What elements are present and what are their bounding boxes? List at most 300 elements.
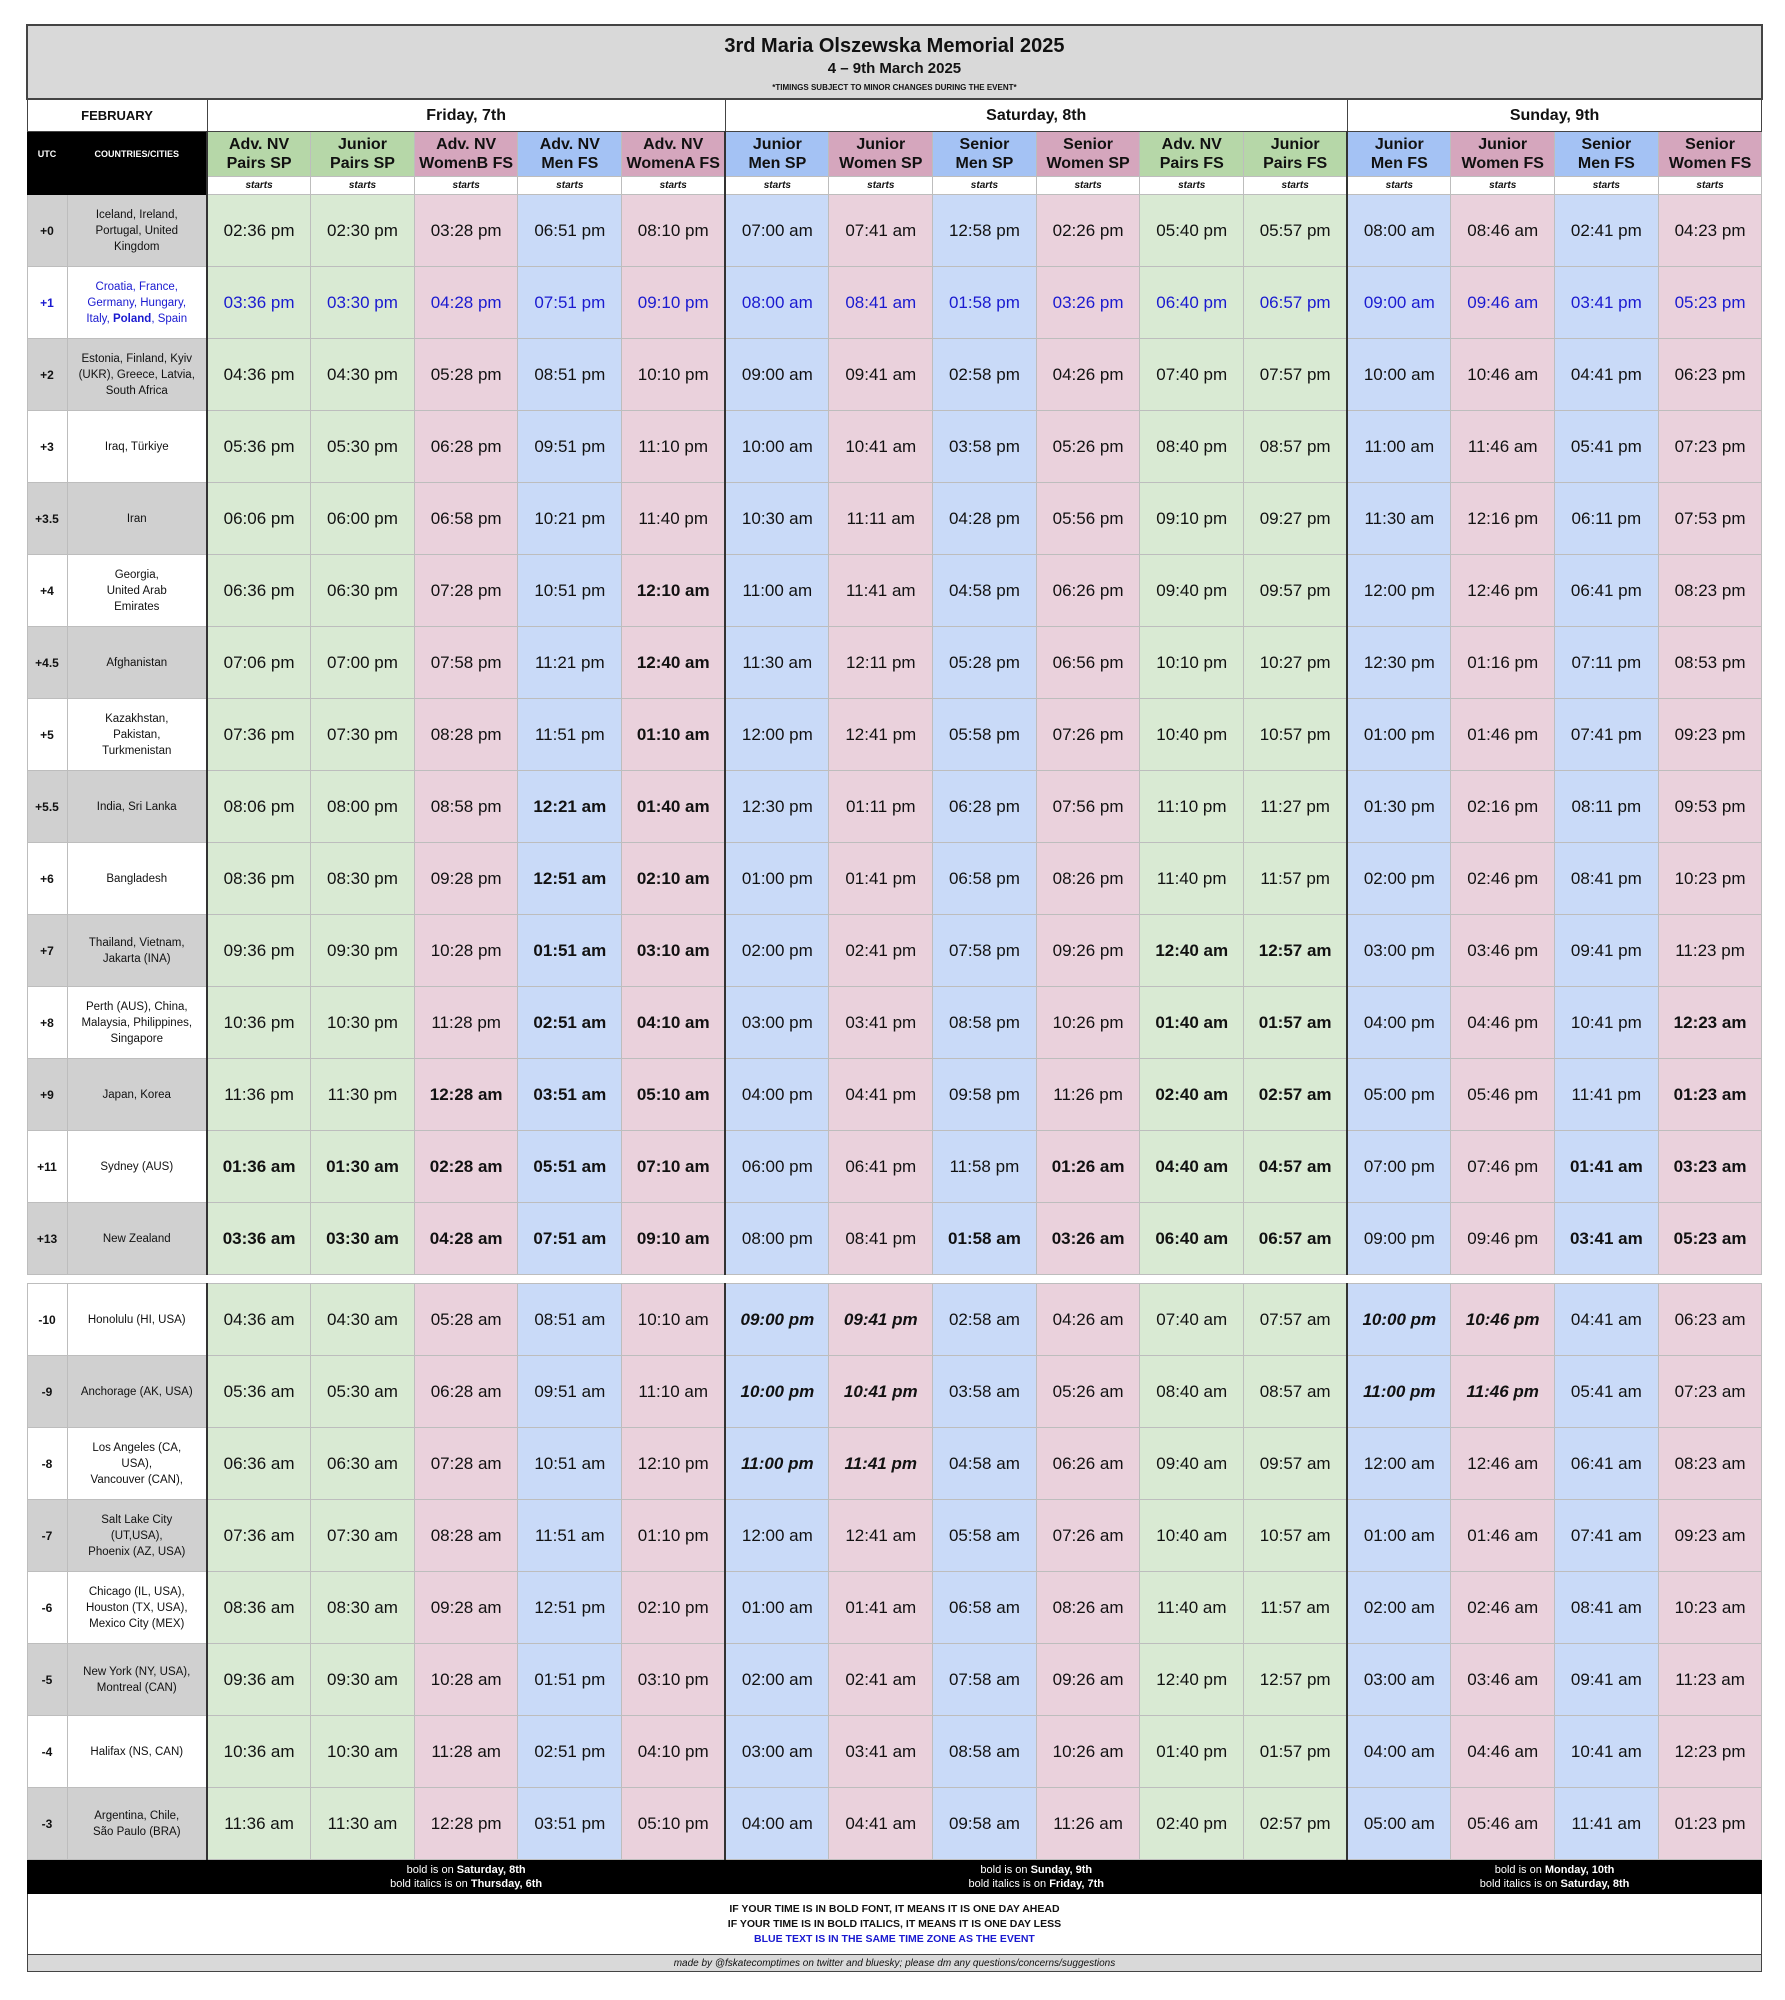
start-time: 01:00 am <box>725 1572 829 1644</box>
city-line: Croatia, France, <box>95 280 178 293</box>
start-time: 11:00 pm <box>1347 1356 1451 1428</box>
utc-offset: +3.5 <box>27 483 67 555</box>
start-time: 07:58 am <box>933 1644 1037 1716</box>
bold-day: Sunday, 9th <box>1030 1863 1093 1876</box>
page-title: 3rd Maria Olszewska Memorial 2025 <box>724 34 1065 57</box>
start-time: 07:00 pm <box>1347 1131 1451 1203</box>
event-line: Men FS <box>541 155 599 172</box>
city-line: Honolulu (HI, USA) <box>87 1313 186 1326</box>
italic-legend: bold italics is on Saturday, 8th <box>1479 1877 1630 1890</box>
bold-legend: bold is on Monday, 10th <box>1494 1863 1615 1876</box>
countries-cities <box>67 771 207 843</box>
utc-offset: +11 <box>27 1131 67 1203</box>
start-time: 05:10 pm <box>622 1788 726 1860</box>
start-time: 06:51 pm <box>518 195 622 267</box>
starts-label: starts <box>622 177 726 195</box>
city-line: (UKR), Greece, Latvia, <box>78 368 195 381</box>
timezone-row <box>27 1203 1762 1275</box>
timezone-row <box>27 1131 1762 1203</box>
start-time: 07:28 pm <box>414 555 518 627</box>
event-header <box>1036 132 1140 177</box>
start-time: 01:51 am <box>518 915 622 987</box>
start-time: 01:46 pm <box>1451 699 1555 771</box>
start-time: 11:57 pm <box>1244 843 1348 915</box>
start-time: 12:00 am <box>725 1500 829 1572</box>
start-time: 01:41 am <box>829 1572 933 1644</box>
countries-cities <box>67 627 207 699</box>
start-time: 10:10 am <box>622 1284 726 1356</box>
start-time: 08:57 pm <box>1244 411 1348 483</box>
start-time: 06:28 pm <box>414 411 518 483</box>
start-time: 08:28 pm <box>414 699 518 771</box>
start-time: 01:46 am <box>1451 1500 1555 1572</box>
starts-label: starts <box>207 177 311 195</box>
countries-cities <box>67 195 207 267</box>
start-time: 05:30 am <box>311 1356 415 1428</box>
start-time: 06:40 pm <box>1140 267 1244 339</box>
city-line: USA), <box>121 1457 153 1470</box>
start-time: 03:00 pm <box>1347 915 1451 987</box>
start-time: 10:57 am <box>1244 1500 1348 1572</box>
start-time: 11:26 pm <box>1036 1059 1140 1131</box>
start-time: 07:30 am <box>311 1500 415 1572</box>
start-time: 07:41 am <box>829 195 933 267</box>
note-blue: BLUE TEXT IS IN THE SAME TIME ZONE AS THE EVENT <box>754 1932 1035 1945</box>
start-time: 09:23 pm <box>1658 699 1762 771</box>
start-time: 02:40 pm <box>1140 1788 1244 1860</box>
event-header <box>1347 132 1451 177</box>
start-time: 06:30 pm <box>311 555 415 627</box>
day-header-row <box>27 99 1762 132</box>
utc-offset: +8 <box>27 987 67 1059</box>
start-time: 11:41 am <box>1555 1788 1659 1860</box>
start-time: 11:27 pm <box>1244 771 1348 843</box>
start-time: 06:30 am <box>311 1428 415 1500</box>
countries-cities <box>67 1428 207 1500</box>
start-time: 12:00 am <box>1347 1428 1451 1500</box>
start-time: 05:36 pm <box>207 411 311 483</box>
utc-offset: +4 <box>27 555 67 627</box>
start-time: 03:36 pm <box>207 267 311 339</box>
utc-offset: -10 <box>27 1284 67 1356</box>
start-time: 02:51 pm <box>518 1716 622 1788</box>
start-time: 08:10 pm <box>622 195 726 267</box>
utc-offset: -7 <box>27 1500 67 1572</box>
event-header <box>1555 132 1659 177</box>
start-time: 08:40 pm <box>1140 411 1244 483</box>
timezone-table <box>26 24 1763 1972</box>
start-time: 08:58 pm <box>414 771 518 843</box>
city-line: Georgia, <box>114 568 159 581</box>
start-time: 11:28 pm <box>414 987 518 1059</box>
italic-day: Saturday, 8th <box>1560 1877 1630 1890</box>
start-time: 01:10 pm <box>622 1500 726 1572</box>
start-time: 02:10 pm <box>622 1572 726 1644</box>
start-time: 11:40 pm <box>1140 843 1244 915</box>
day-header: Sunday, 9th <box>1347 99 1762 132</box>
start-time: 04:00 pm <box>1347 987 1451 1059</box>
event-line: Pairs SP <box>330 155 395 172</box>
start-time: 02:16 pm <box>1451 771 1555 843</box>
start-time: 02:36 pm <box>207 195 311 267</box>
start-time: 05:00 pm <box>1347 1059 1451 1131</box>
start-time: 05:40 pm <box>1140 195 1244 267</box>
start-time: 11:30 pm <box>311 1059 415 1131</box>
start-time: 01:36 am <box>207 1131 311 1203</box>
start-time: 07:00 pm <box>311 627 415 699</box>
start-time: 01:26 am <box>1036 1131 1140 1203</box>
start-time: 02:00 am <box>1347 1572 1451 1644</box>
gap-cell <box>27 1275 1762 1284</box>
start-time: 10:40 am <box>1140 1500 1244 1572</box>
start-time: 02:00 pm <box>1347 843 1451 915</box>
start-time: 06:36 am <box>207 1428 311 1500</box>
start-time: 03:51 pm <box>518 1788 622 1860</box>
city-line: Thailand, Vietnam, <box>88 936 185 949</box>
start-time: 10:57 pm <box>1244 699 1348 771</box>
start-time: 07:46 pm <box>1451 1131 1555 1203</box>
city-line: Germany, Hungary, <box>87 296 187 309</box>
city-line: New York (NY, USA), <box>83 1665 191 1678</box>
start-time: 04:28 pm <box>414 267 518 339</box>
start-time: 02:10 am <box>622 843 726 915</box>
start-time: 01:57 am <box>1244 987 1348 1059</box>
start-time: 06:41 am <box>1555 1428 1659 1500</box>
start-time: 12:16 pm <box>1451 483 1555 555</box>
city-line: South Africa <box>105 384 168 397</box>
timezone-row <box>27 1284 1762 1356</box>
city-line: Chicago (IL, USA), <box>88 1585 185 1598</box>
event-line: Junior <box>338 136 387 153</box>
start-time: 11:36 pm <box>207 1059 311 1131</box>
utc-offset: -4 <box>27 1716 67 1788</box>
start-time: 11:46 am <box>1451 411 1555 483</box>
start-time: 12:51 am <box>518 843 622 915</box>
start-time: 08:30 pm <box>311 843 415 915</box>
italic-legend: bold italics is on Thursday, 6th <box>390 1877 543 1890</box>
start-time: 06:57 am <box>1244 1203 1348 1275</box>
start-time: 05:23 am <box>1658 1203 1762 1275</box>
start-time: 08:53 pm <box>1658 627 1762 699</box>
utc-offset: +3 <box>27 411 67 483</box>
timezone-row <box>27 411 1762 483</box>
utc-offset: +13 <box>27 1203 67 1275</box>
start-time: 10:40 pm <box>1140 699 1244 771</box>
start-time: 03:58 am <box>933 1356 1037 1428</box>
timezone-row <box>27 267 1762 339</box>
day-legend <box>725 1860 1347 1894</box>
start-time: 03:26 am <box>1036 1203 1140 1275</box>
start-time: 12:30 pm <box>1347 627 1451 699</box>
utc-header: UTC <box>27 132 67 177</box>
start-time: 09:26 pm <box>1036 915 1140 987</box>
countries-cities <box>67 843 207 915</box>
start-time: 11:51 am <box>518 1500 622 1572</box>
start-time: 11:36 am <box>207 1788 311 1860</box>
countries-cities <box>67 339 207 411</box>
start-time: 12:21 am <box>518 771 622 843</box>
city-line: Perth (AUS), China, <box>85 1000 188 1013</box>
start-time: 09:10 pm <box>1140 483 1244 555</box>
city-line: Houston (TX, USA), <box>85 1601 188 1614</box>
title-banner <box>27 25 1762 99</box>
city-line: Iceland, Ireland, <box>95 208 178 221</box>
start-time: 07:10 am <box>622 1131 726 1203</box>
start-time: 10:46 am <box>1451 339 1555 411</box>
start-time: 12:57 am <box>1244 915 1348 987</box>
start-time: 10:26 pm <box>1036 987 1140 1059</box>
timezone-row <box>27 483 1762 555</box>
start-time: 08:23 am <box>1658 1428 1762 1500</box>
start-time: 01:30 am <box>311 1131 415 1203</box>
starts-label: starts <box>311 177 415 195</box>
start-time: 01:30 pm <box>1347 771 1451 843</box>
event-header <box>1244 132 1348 177</box>
notes <box>27 1894 1762 1955</box>
start-time: 08:26 am <box>1036 1572 1140 1644</box>
start-time: 12:57 pm <box>1244 1644 1348 1716</box>
start-time: 12:46 am <box>1451 1428 1555 1500</box>
start-time: 11:11 am <box>829 483 933 555</box>
start-time: 05:26 am <box>1036 1356 1140 1428</box>
start-time: 12:23 am <box>1658 987 1762 1059</box>
start-time: 08:11 pm <box>1555 771 1659 843</box>
start-time: 12:46 pm <box>1451 555 1555 627</box>
start-time: 04:30 pm <box>311 339 415 411</box>
start-time: 07:23 pm <box>1658 411 1762 483</box>
start-time: 01:00 pm <box>1347 699 1451 771</box>
city-line: Phoenix (AZ, USA) <box>88 1545 186 1558</box>
start-time: 11:40 pm <box>622 483 726 555</box>
start-time: 08:46 am <box>1451 195 1555 267</box>
timing-notice: *TIMINGS SUBJECT TO MINOR CHANGES DURING THE EVENT* <box>772 82 1017 92</box>
city-line: Montreal (CAN) <box>96 1681 177 1694</box>
event-header <box>725 132 829 177</box>
start-time: 09:46 am <box>1451 267 1555 339</box>
city-line: Jakarta (INA) <box>102 952 171 965</box>
start-time: 07:57 pm <box>1244 339 1348 411</box>
start-time: 10:30 am <box>725 483 829 555</box>
timezone-row <box>27 1500 1762 1572</box>
start-time: 02:51 am <box>518 987 622 1059</box>
utc-offset: +0 <box>27 195 67 267</box>
start-time: 11:30 am <box>1347 483 1451 555</box>
start-time: 01:16 pm <box>1451 627 1555 699</box>
start-time: 09:00 pm <box>1347 1203 1451 1275</box>
city-line: Halifax (NS, CAN) <box>90 1745 184 1758</box>
city-line: United Arab <box>106 584 167 597</box>
bold-day: Monday, 10th <box>1544 1863 1615 1876</box>
start-time: 05:36 am <box>207 1356 311 1428</box>
start-time: 02:46 am <box>1451 1572 1555 1644</box>
timezone-row <box>27 699 1762 771</box>
countries-cities <box>67 1716 207 1788</box>
start-time: 01:57 pm <box>1244 1716 1348 1788</box>
start-time: 08:30 am <box>311 1572 415 1644</box>
start-time: 11:30 am <box>311 1788 415 1860</box>
start-time: 09:41 am <box>829 339 933 411</box>
start-time: 02:30 pm <box>311 195 415 267</box>
start-time: 02:28 am <box>414 1131 518 1203</box>
city-line: Bangladesh <box>106 872 168 885</box>
start-time: 02:40 am <box>1140 1059 1244 1131</box>
start-time: 11:10 pm <box>1140 771 1244 843</box>
start-time: 11:58 pm <box>933 1131 1037 1203</box>
start-time: 07:36 pm <box>207 699 311 771</box>
start-time: 04:46 am <box>1451 1716 1555 1788</box>
countries-cities <box>67 1644 207 1716</box>
start-time: 05:10 am <box>622 1059 726 1131</box>
start-time: 06:58 pm <box>933 843 1037 915</box>
start-time: 04:00 am <box>725 1788 829 1860</box>
event-line: Pairs SP <box>226 155 292 172</box>
event-line: Women FS <box>1461 155 1544 172</box>
event-line: Junior <box>1270 136 1320 153</box>
start-time: 09:41 pm <box>829 1284 933 1356</box>
event-header <box>1140 132 1244 177</box>
start-time: 08:26 pm <box>1036 843 1140 915</box>
start-time: 09:36 pm <box>207 915 311 987</box>
city-line: Malaysia, Philippines, <box>81 1016 193 1029</box>
start-time: 03:00 am <box>1347 1644 1451 1716</box>
start-time: 04:28 am <box>414 1203 518 1275</box>
utc-offset: -5 <box>27 1644 67 1716</box>
start-time: 12:28 pm <box>414 1788 518 1860</box>
start-time: 09:57 am <box>1244 1428 1348 1500</box>
countries-cities <box>67 267 207 339</box>
start-time: 08:00 pm <box>311 771 415 843</box>
start-time: 04:28 pm <box>933 483 1037 555</box>
start-time: 06:00 pm <box>311 483 415 555</box>
event-header <box>622 132 726 177</box>
start-time: 03:58 pm <box>933 411 1037 483</box>
start-time: 03:46 am <box>1451 1644 1555 1716</box>
start-time: 04:26 pm <box>1036 339 1140 411</box>
utc-offset: +4.5 <box>27 627 67 699</box>
start-time: 08:00 am <box>1347 195 1451 267</box>
start-time: 09:40 pm <box>1140 555 1244 627</box>
start-time: 05:28 am <box>414 1284 518 1356</box>
event-line: Adv. NV <box>539 136 600 153</box>
city-line: Pakistan, <box>113 728 161 741</box>
event-line: Junior <box>1478 136 1528 153</box>
city-line: Salt Lake City <box>101 1513 173 1526</box>
start-time: 06:11 pm <box>1555 483 1659 555</box>
start-time: 11:41 pm <box>1555 1059 1659 1131</box>
start-time: 04:30 am <box>311 1284 415 1356</box>
start-time: 09:51 pm <box>518 411 622 483</box>
city-line: Estonia, Finland, Kyiv <box>81 352 193 365</box>
start-time: 01:51 pm <box>518 1644 622 1716</box>
countries-cities <box>67 555 207 627</box>
start-time: 09:10 pm <box>622 267 726 339</box>
start-time: 11:21 pm <box>518 627 622 699</box>
starts-label: starts <box>725 177 829 195</box>
credit-row <box>27 1955 1762 1972</box>
start-time: 03:46 pm <box>1451 915 1555 987</box>
countries-cities <box>67 411 207 483</box>
start-time: 10:41 am <box>829 411 933 483</box>
countries-cities <box>67 1572 207 1644</box>
start-time: 01:58 pm <box>933 267 1037 339</box>
utc-offset: +1 <box>27 267 67 339</box>
start-time: 09:40 am <box>1140 1428 1244 1500</box>
start-time: 05:41 pm <box>1555 411 1659 483</box>
start-time: 07:26 am <box>1036 1500 1140 1572</box>
start-time: 04:36 pm <box>207 339 311 411</box>
start-time: 12:10 am <box>622 555 726 627</box>
start-time: 10:28 pm <box>414 915 518 987</box>
start-time: 01:00 am <box>1347 1500 1451 1572</box>
start-time: 08:51 am <box>518 1284 622 1356</box>
event-line: Pairs FS <box>1263 155 1328 172</box>
start-time: 08:57 am <box>1244 1356 1348 1428</box>
start-time: 09:36 am <box>207 1644 311 1716</box>
start-time: 09:27 pm <box>1244 483 1348 555</box>
start-time: 04:41 pm <box>829 1059 933 1131</box>
start-time: 07:41 pm <box>1555 699 1659 771</box>
timezone-row <box>27 915 1762 987</box>
italic-day: Friday, 7th <box>1049 1877 1105 1890</box>
start-time: 06:28 am <box>414 1356 518 1428</box>
starts-row <box>27 177 1762 195</box>
start-time: 12:40 am <box>622 627 726 699</box>
start-time: 10:27 pm <box>1244 627 1348 699</box>
countries-cities <box>67 987 207 1059</box>
start-time: 09:26 am <box>1036 1644 1140 1716</box>
start-time: 07:36 am <box>207 1500 311 1572</box>
start-time: 10:10 pm <box>1140 627 1244 699</box>
start-time: 04:00 pm <box>725 1059 829 1131</box>
utc-offset: -3 <box>27 1788 67 1860</box>
start-time: 10:41 am <box>1555 1716 1659 1788</box>
start-time: 07:06 pm <box>207 627 311 699</box>
start-time: 04:10 am <box>622 987 726 1059</box>
start-time: 05:23 pm <box>1658 267 1762 339</box>
city-line: Mexico City (MEX) <box>89 1617 185 1630</box>
event-line: Women FS <box>1668 155 1752 172</box>
countries-cities <box>67 483 207 555</box>
city-line: Sydney (AUS) <box>100 1160 174 1173</box>
starts-label: starts <box>414 177 518 195</box>
start-time: 08:41 am <box>829 267 933 339</box>
timezone-row <box>27 843 1762 915</box>
start-time: 09:30 pm <box>311 915 415 987</box>
city-line: Argentina, Chile, <box>94 1809 180 1822</box>
start-time: 05:00 am <box>1347 1788 1451 1860</box>
start-time: 06:40 am <box>1140 1203 1244 1275</box>
start-time: 12:41 pm <box>829 699 933 771</box>
start-time: 09:41 am <box>1555 1644 1659 1716</box>
event-line: Senior <box>1063 136 1113 153</box>
event-line: Adv. NV <box>643 136 704 153</box>
italic-day: Thursday, 6th <box>470 1877 543 1890</box>
start-time: 09:58 am <box>933 1788 1037 1860</box>
start-time: 05:58 pm <box>933 699 1037 771</box>
start-time: 01:41 pm <box>829 843 933 915</box>
start-time: 11:23 pm <box>1658 915 1762 987</box>
start-time: 03:30 pm <box>311 267 415 339</box>
event-header <box>1451 132 1555 177</box>
event-dates: 4 – 9th March 2025 <box>827 59 962 77</box>
start-time: 09:28 pm <box>414 843 518 915</box>
start-time: 10:00 am <box>1347 339 1451 411</box>
section-gap <box>27 1275 1762 1284</box>
countries-cities <box>67 1131 207 1203</box>
start-time: 02:41 pm <box>1555 195 1659 267</box>
start-time: 09:28 am <box>414 1572 518 1644</box>
legend-row <box>27 1860 1762 1894</box>
